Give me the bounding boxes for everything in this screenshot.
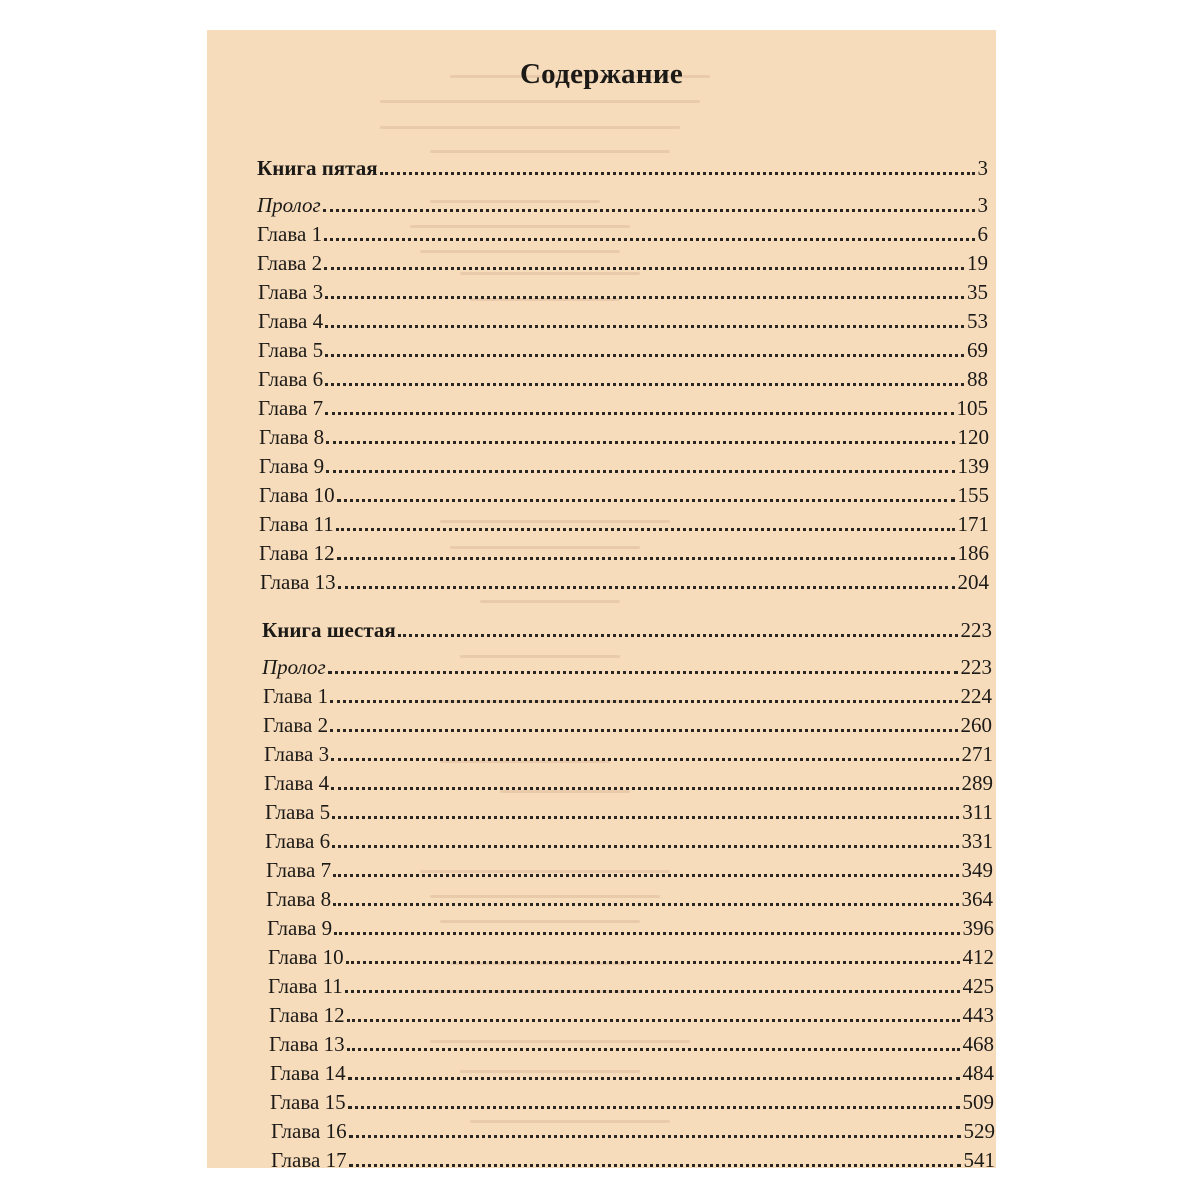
book-page: [207, 30, 996, 1168]
entry-page-number: 412: [962, 945, 994, 969]
entry-label: Глава 6: [265, 829, 331, 853]
entry-label: Глава 9: [267, 916, 333, 940]
entry-label: Глава 16: [271, 1119, 347, 1143]
entry-page-number: 331: [961, 829, 993, 853]
chapter-entry: [268, 973, 994, 999]
entry-label: Глава 7: [266, 858, 332, 882]
page-title: Содержание: [519, 58, 684, 90]
chapter-entry: [266, 857, 993, 883]
entry-page-number: 484: [962, 1061, 994, 1085]
entry-page-number: 204: [957, 570, 989, 594]
chapter-entry: [265, 828, 993, 854]
chapter-entry: [259, 511, 989, 537]
dot-leader: [326, 469, 954, 473]
dot-leader: [331, 757, 958, 761]
entry-page-number: 120: [957, 425, 989, 449]
dot-leader: [337, 498, 955, 502]
entry-page-number: 155: [957, 483, 989, 507]
chapter-entry: [264, 741, 993, 767]
dot-leader: [348, 1076, 960, 1080]
entry-page-number: 311: [962, 800, 993, 824]
dot-leader: [325, 411, 953, 415]
chapter-entry: [257, 250, 988, 276]
chapter-entry: [270, 1060, 994, 1086]
entry-label: Глава 2: [257, 251, 323, 275]
entry-page-number: 260: [960, 713, 992, 737]
chapter-entry: [258, 308, 988, 334]
entry-page-number: 468: [962, 1032, 994, 1056]
dot-leader: [330, 728, 957, 732]
entry-label: Глава 11: [268, 974, 343, 998]
chapter-entry: [258, 366, 988, 392]
entry-label: Глава 8: [259, 425, 325, 449]
dot-leader: [345, 989, 960, 993]
dot-leader: [325, 295, 964, 299]
entry-label: Глава 13: [269, 1032, 345, 1056]
prologue-entry: [257, 192, 988, 218]
entry-label: Пролог: [262, 655, 326, 679]
entry-label: Глава 5: [265, 800, 331, 824]
dot-leader: [346, 960, 960, 964]
chapter-entry: [269, 1002, 994, 1028]
dot-leader: [347, 1047, 960, 1051]
entry-page-number: 529: [963, 1119, 995, 1143]
entry-label: Глава 9: [259, 454, 325, 478]
entry-page-number: 35: [967, 280, 988, 304]
entry-label: Глава 3: [258, 280, 324, 304]
dot-leader: [333, 902, 958, 906]
dot-leader: [324, 237, 974, 241]
dot-leader: [336, 527, 955, 531]
dot-leader: [380, 171, 975, 175]
dot-leader: [332, 844, 958, 848]
entry-page-number: 223: [960, 655, 992, 679]
entry-page-number: 69: [967, 338, 988, 362]
dot-leader: [324, 266, 964, 270]
dot-leader: [325, 324, 964, 328]
entry-page-number: 224: [960, 684, 992, 708]
chapter-entry: [267, 915, 994, 941]
dot-leader: [349, 1134, 961, 1138]
dot-leader: [337, 556, 955, 560]
entry-label: Глава 3: [264, 742, 330, 766]
entry-label: Глава 13: [260, 570, 336, 594]
chapter-entry: [257, 221, 988, 247]
dot-leader: [338, 585, 955, 589]
dot-leader: [333, 873, 958, 877]
entry-label: Глава 6: [258, 367, 324, 391]
dot-leader: [323, 208, 975, 212]
entry-page-number: 53: [967, 309, 988, 333]
chapter-entry: [268, 944, 994, 970]
chapter-entry: [263, 712, 992, 738]
dot-leader: [328, 670, 958, 674]
dot-leader: [347, 1018, 960, 1022]
entry-page-number: 105: [956, 396, 988, 420]
dot-leader: [326, 440, 954, 444]
chapter-entry: [269, 1031, 994, 1057]
entry-label: Глава 8: [266, 887, 332, 911]
entry-label: Глава 4: [258, 309, 324, 333]
chapter-entry: [266, 886, 993, 912]
entry-page-number: 364: [961, 887, 993, 911]
entry-label: Глава 10: [259, 483, 335, 507]
entry-page-number: 289: [961, 771, 993, 795]
entry-label: Глава 12: [259, 541, 335, 565]
chapter-entry: [270, 1089, 994, 1115]
entry-label: Глава 4: [264, 771, 330, 795]
chapter-entry: [263, 683, 992, 709]
entry-label: Книга пятая: [257, 156, 378, 180]
chapter-entry: [259, 482, 989, 508]
dot-leader: [349, 1163, 961, 1167]
entry-page-number: 139: [957, 454, 989, 478]
entry-page-number: 6: [977, 222, 988, 246]
entry-page-number: 186: [957, 541, 989, 565]
entry-label: Глава 17: [271, 1148, 347, 1168]
entry-label: Глава 12: [269, 1003, 345, 1027]
entry-page-number: 443: [962, 1003, 994, 1027]
entry-page-number: 396: [962, 916, 994, 940]
chapter-entry: [259, 453, 989, 479]
chapter-entry: [259, 424, 989, 450]
entry-label: Глава 11: [259, 512, 334, 536]
entry-page-number: 425: [962, 974, 994, 998]
prologue-entry: [262, 654, 992, 680]
entry-page-number: 3: [977, 193, 988, 217]
entry-page-number: 509: [962, 1090, 994, 1114]
chapter-entry: [265, 799, 993, 825]
dot-leader: [325, 382, 964, 386]
chapter-entry: [271, 1147, 995, 1168]
chapter-entry: [264, 770, 993, 796]
dot-leader: [398, 633, 958, 637]
chapter-entry: [260, 569, 989, 595]
entry-page-number: 171: [957, 512, 989, 536]
entry-label: Глава 1: [257, 222, 323, 246]
entry-label: Пролог: [257, 193, 321, 217]
entry-page-number: 223: [960, 618, 992, 642]
chapter-entry: [258, 395, 988, 421]
entry-label: Глава 10: [268, 945, 344, 969]
dot-leader: [331, 786, 958, 790]
dot-leader: [325, 353, 964, 357]
dot-leader: [330, 699, 957, 703]
entry-label: Глава 1: [263, 684, 329, 708]
entry-page-number: 541: [963, 1148, 995, 1168]
chapter-entry: [258, 337, 988, 363]
entry-label: Глава 15: [270, 1090, 346, 1114]
chapter-entry: [271, 1118, 995, 1144]
book-heading: [262, 617, 992, 643]
dot-leader: [348, 1105, 960, 1109]
chapter-entry: [258, 279, 988, 305]
entry-page-number: 3: [977, 156, 988, 180]
entry-page-number: 271: [961, 742, 993, 766]
chapter-entry: [259, 540, 989, 566]
book-heading: [257, 155, 988, 181]
entry-page-number: 349: [961, 858, 993, 882]
table-of-contents: [207, 30, 996, 1168]
dot-leader: [334, 931, 959, 935]
entry-label: Книга шестая: [262, 618, 396, 642]
entry-page-number: 19: [967, 251, 988, 275]
entry-label: Глава 5: [258, 338, 324, 362]
entry-page-number: 88: [967, 367, 988, 391]
entry-label: Глава 2: [263, 713, 329, 737]
entry-label: Глава 7: [258, 396, 324, 420]
entry-label: Глава 14: [270, 1061, 346, 1085]
dot-leader: [332, 815, 959, 819]
